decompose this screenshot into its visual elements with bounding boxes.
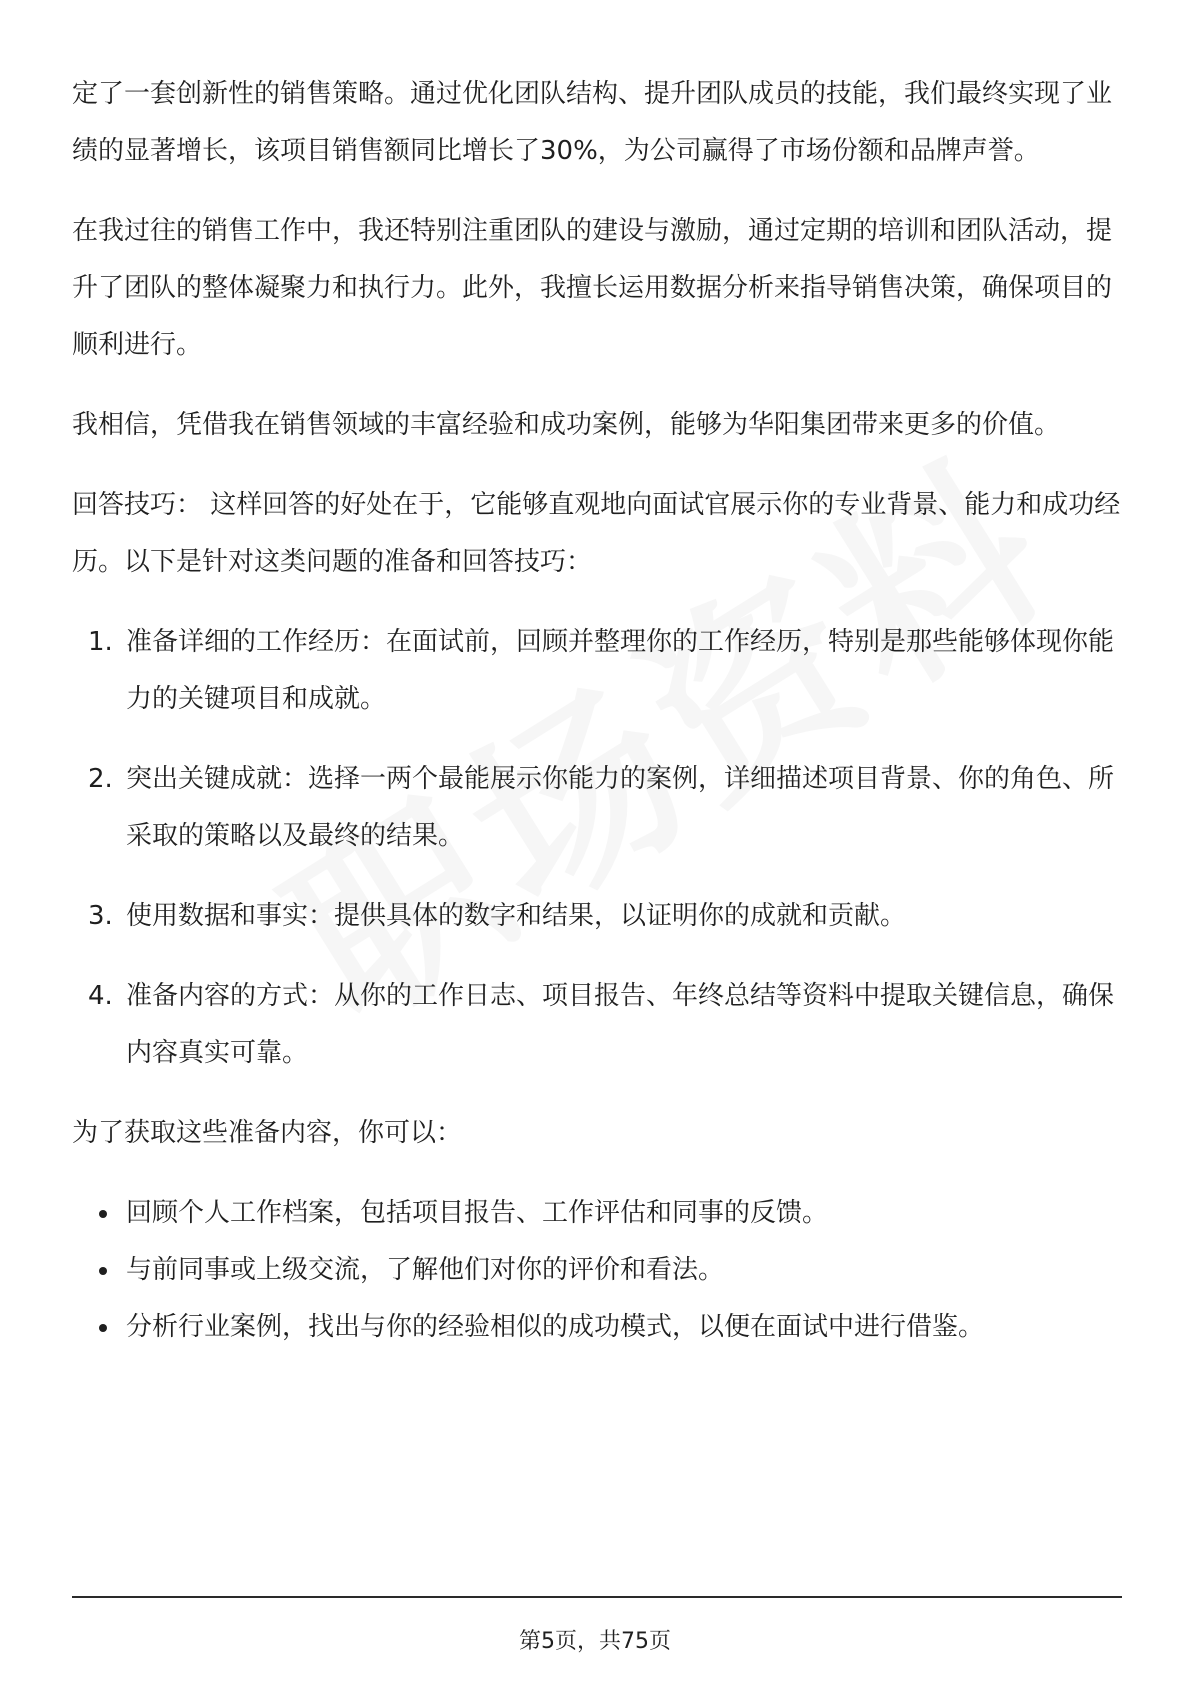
list-item-number: 4. [88, 981, 113, 1011]
paragraph-sales-strategy: 定了一套创新性的销售策略。通过优化团队结构、提升团队成员的技能，我们最终实现了业绩的显著增长，该项目销售额同比增长了30%，为公司赢得了市场份额和品牌声誉。 [72, 79, 1113, 166]
paragraph-belief: 我相信，凭借我在销售领域的丰富经验和成功案例，能够为华阳集团带来更多的价值。 [72, 410, 1061, 440]
bullet-dot-icon [99, 1210, 107, 1218]
ordered-list-item [72, 751, 1122, 865]
bullet-item-text: 与前同事或上级交流，了解他们对你的评价和看法。 [126, 1255, 725, 1285]
list-item-number: 1. [88, 627, 113, 657]
bullet-list-item [72, 1242, 1122, 1299]
ordered-list-item [72, 968, 1122, 1082]
list-item-number: 2. [88, 764, 113, 794]
ordered-list-item [72, 888, 1122, 945]
bullet-item-text: 分析行业案例，找出与你的经验相似的成功模式，以便在面试中进行借鉴。 [126, 1312, 985, 1342]
paragraph-team-building: 在我过往的销售工作中，我还特别注重团队的建设与激励，通过定期的培训和团队活动，提升了团队的整体凝聚力和执行力。此外，我擅长运用数据分析来指导销售决策，确保项目的顺利进行。 [72, 216, 1113, 360]
list-item-text: 准备内容的方式：从你的工作日志、项目报告、年终总结等资料中提取关键信息，确保内容真实可靠。 [126, 981, 1115, 1068]
list-item-text: 使用数据和事实：提供具体的数字和结果，以证明你的成就和贡献。 [126, 901, 907, 931]
list-item-text: 突出关键成就：选择一两个最能展示你能力的案例，详细描述项目背景、你的角色、所采取的策略以及最终的结果。 [126, 764, 1115, 851]
preparation-bullet-list [72, 1185, 1122, 1356]
footer-divider [72, 1596, 1122, 1598]
bullet-list-item [72, 1299, 1122, 1356]
list-item-number: 3. [88, 901, 113, 931]
tips-ordered-list [72, 614, 1122, 1082]
bullet-list-item [72, 1185, 1122, 1242]
page-content [72, 66, 1122, 1356]
page-number-footer: 第5页，共75页 [519, 1629, 671, 1654]
list-item-text: 准备详细的工作经历：在面试前，回顾并整理你的工作经历，特别是那些能够体现你能力的关键项目和成就。 [126, 627, 1115, 714]
ordered-list-item [72, 614, 1122, 728]
bullet-dot-icon [99, 1324, 107, 1332]
bullet-item-text: 回顾个人工作档案，包括项目报告、工作评估和同事的反馈。 [126, 1198, 829, 1228]
paragraph-intro-bullets: 为了获取这些准备内容，你可以： [72, 1118, 463, 1148]
bullet-dot-icon [99, 1267, 107, 1275]
paragraph-answer-tips: 回答技巧： 这样回答的好处在于，它能够直观地向面试官展示你的专业背景、能力和成功经历。以下是针对这类问题的准备和回答技巧： [72, 490, 1121, 577]
